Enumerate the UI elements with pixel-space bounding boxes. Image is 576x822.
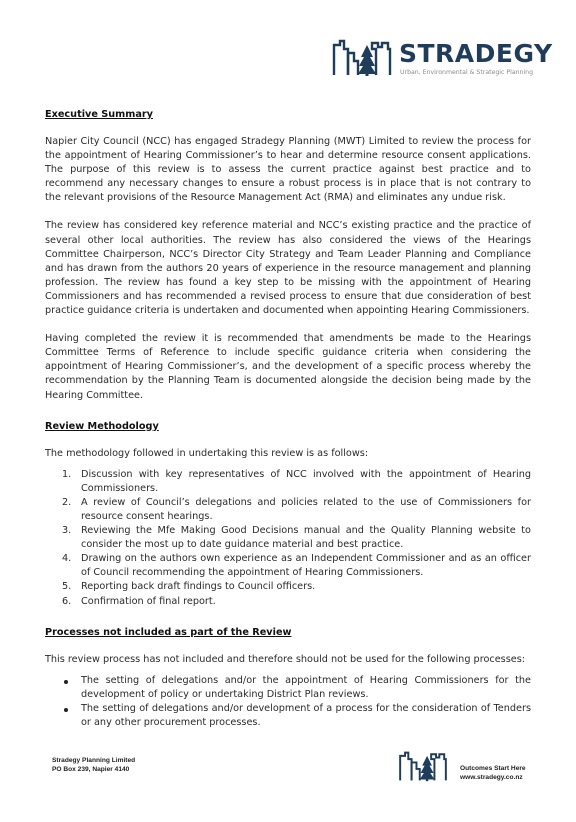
document-body — [45, 108, 531, 730]
list-item: 6. Confirmation of final report. — [62, 595, 216, 607]
list-item: The setting of delegations and/or development of a process for the consideration of Tenders or any other procurement processes. — [45, 702, 531, 730]
bullet-icon — [64, 708, 68, 712]
processes-list — [45, 674, 531, 730]
processes-intro: This review process has not included and therefore should not be used for the following processes: — [45, 653, 526, 665]
list-item: 3. Reviewing the Mfe Making Good Decisions manual and the Quality Planning website to consider the most up to date guidance material and best practice. — [62, 525, 531, 551]
methodology-list — [45, 468, 531, 609]
footer-castle-tree-logo-icon — [397, 751, 449, 782]
list-item: 1. Discussion with key representatives of NCC involved with the appointment of Hearing Commissioners. — [62, 468, 531, 494]
processes-not-included-heading: Processes not included as part of the Review — [45, 626, 292, 638]
list-item: The setting of delegations and/or the appointment of Hearing Commissioners for the development of policy or undertaking District Plan reviews. — [45, 674, 531, 702]
footer-company-info — [52, 756, 135, 774]
list-item: 2. A review of Council’s delegations and policies related to the use of Commissioners for resource consent hearings. — [62, 496, 531, 522]
header-logo — [332, 39, 553, 81]
methodology-intro: The methodology followed in undertaking this review is as follows: — [45, 447, 369, 459]
footer-slogan: Outcomes Start Here — [460, 765, 526, 772]
list-item: 5. Reporting back draft findings to Council officers. — [62, 581, 316, 593]
summary-paragraph-3: Having completed the review it is recommended that amendments be made to the Hearings Committee Terms of Reference to include specific guidance criteria when considering the appointment of Hearing Commissioner’s, and the development of a specific process whereby the recommendation by the Planning Team is documented alongside the decision being made by the Hearing Committee. — [45, 333, 531, 401]
review-methodology-heading: Review Methodology — [45, 420, 159, 432]
footer-contact — [460, 764, 526, 782]
brand-name: STRADEGY — [399, 39, 553, 68]
footer-address: PO Box 239, Napier 4140 — [52, 766, 130, 773]
brand-tagline: Urban, Environmental & Strategic Planning — [400, 69, 534, 76]
footer-website-link[interactable]: www.stradegy.co.nz — [460, 774, 523, 781]
list-item: 4. Drawing on the authors own experience as an Independent Commissioner and as an officer of Council recommending the appointment of Hearing Commissioners. — [62, 553, 531, 579]
summary-paragraph-2: The review has considered key reference material and NCC’s existing practice and the practice of several other local authorities. The review has also considered the views of the Hearings Committee Chairperson, NCC’s Director City Strategy and Team Leader Planning and Compliance and has drawn from the authors 20 years of experience in the resource management and planning profession. The review has found a key step to be missing with the appointment of Hearing Commissioners and has recommended a revised process to ensure that due consideration of best practice guidance criteria is undertaken and documented when appointing Hearing Commissioners. — [45, 220, 531, 317]
bullet-icon — [64, 680, 68, 684]
footer-company-name: Stradegy Planning Limited — [52, 757, 136, 764]
summary-paragraph-1: Napier City Council (NCC) has engaged Stradegy Planning (MWT) Limited to review the process for the appointment of Hearing Commissioner’s to hear and determine resource consent applications. The purpose of this review is to assess the current practice against best practice and to recommend any necessary changes to ensure a robust process is in place that is not contrary to the relevant provisions of the Resource Management Act (RMA) and eliminates any undue risk. — [45, 136, 531, 204]
executive-summary-heading: Executive Summary — [45, 109, 153, 120]
castle-tree-logo-icon — [332, 39, 392, 77]
